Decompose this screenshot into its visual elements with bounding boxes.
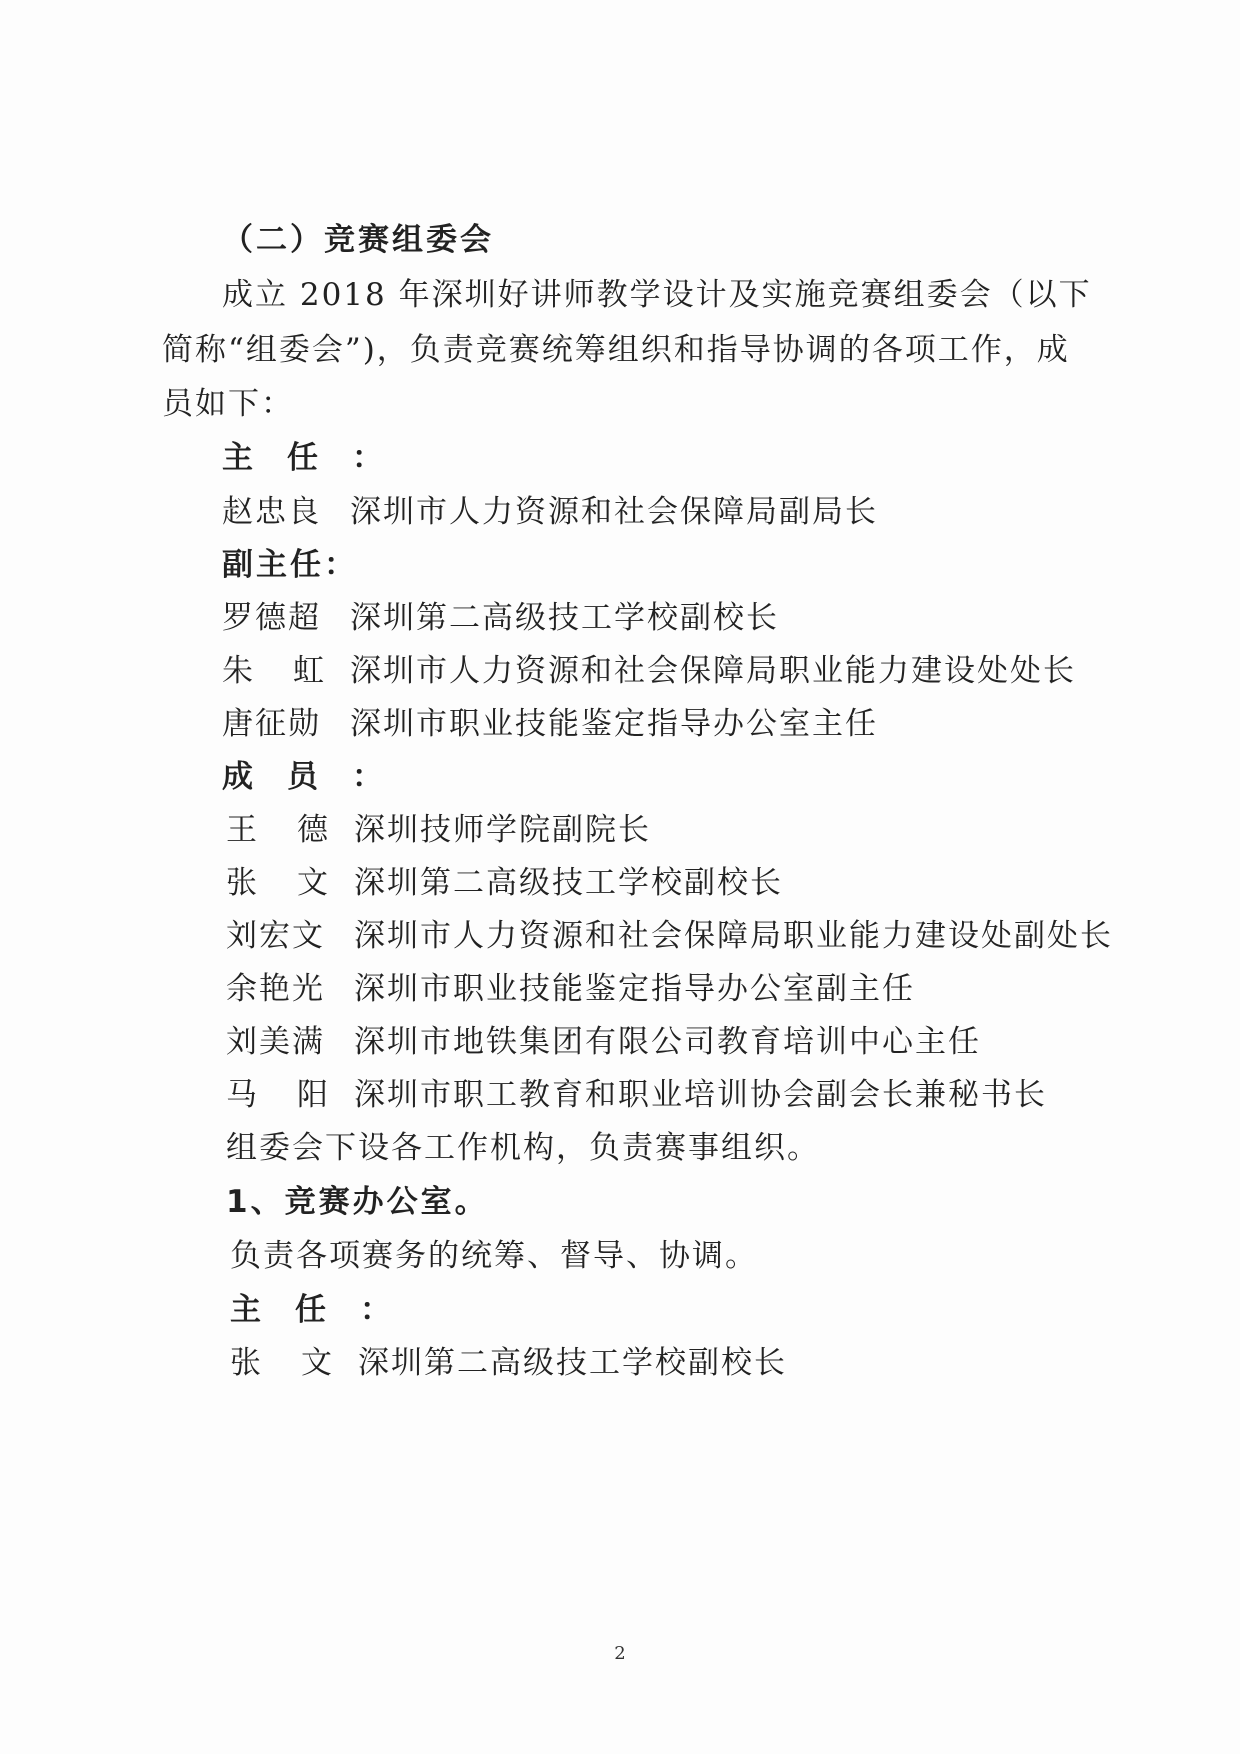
member-position: 深圳市人力资源和社会保障局职业能力建设处处长 — [350, 653, 1076, 689]
member-position: 深圳市职业技能鉴定指导办公室副主任 — [354, 971, 915, 1007]
member-position: 深圳第二高级技工学校副校长 — [350, 600, 779, 636]
director-title: 主任： — [222, 440, 417, 476]
member-position: 深圳市地铁集团有限公司教育培训中心主任 — [354, 1024, 981, 1060]
page-number: 2 — [614, 1643, 626, 1664]
members-title: 成员： — [222, 759, 417, 795]
member-row — [226, 916, 1113, 956]
member-row — [226, 810, 651, 850]
member-position: 深圳第二高级技工学校副校长 — [358, 1345, 787, 1381]
member-position: 深圳市职业技能鉴定指导办公室主任 — [350, 706, 878, 742]
member-row — [222, 492, 878, 532]
member-position: 深圳市人力资源和社会保障局职业能力建设处副处长 — [354, 918, 1113, 954]
member-name: 朱虹 — [222, 653, 364, 689]
member-name: 刘美满 — [226, 1024, 325, 1060]
member-position: 深圳第二高级技工学校副校长 — [354, 865, 783, 901]
member-row — [222, 598, 779, 638]
member-row — [222, 704, 878, 744]
member-row — [226, 863, 783, 903]
deputy-director-title: 副主任： — [222, 547, 358, 583]
member-position: 深圳市人力资源和社会保障局副局长 — [350, 494, 878, 530]
office-heading: 1、竞赛办公室。 — [226, 1184, 489, 1220]
member-name: 马阳 — [226, 1077, 368, 1113]
member-name: 余艳光 — [226, 971, 325, 1007]
section-heading: （二）竞赛组委会 — [222, 222, 494, 258]
member-name: 张文 — [230, 1345, 372, 1381]
member-position: 深圳市职工教育和职业培训协会副会长兼秘书长 — [354, 1077, 1047, 1113]
member-name: 张文 — [226, 865, 368, 901]
office-duty: 负责各项赛务的统筹、督导、协调。 — [230, 1238, 758, 1274]
member-row — [226, 1022, 981, 1062]
work-units-text: 组委会下设各工作机构，负责赛事组织。 — [226, 1130, 820, 1166]
intro-line-3: 员如下： — [162, 386, 294, 422]
member-row — [222, 651, 1076, 691]
member-name: 赵忠良 — [222, 494, 321, 530]
member-name: 唐征勋 — [222, 706, 321, 742]
intro-line-1: 成立 2018 年深圳好讲师教学设计及实施竞赛组委会（以下 — [222, 277, 1092, 313]
member-name: 王德 — [226, 812, 368, 848]
member-position: 深圳技师学院副院长 — [354, 812, 651, 848]
member-row — [226, 1075, 1047, 1115]
member-row — [226, 969, 915, 1009]
intro-line-2: 简称“组委会”)，负责竞赛统筹组织和指导协调的各项工作，成 — [162, 332, 1070, 368]
office-director-title: 主任： — [230, 1292, 425, 1328]
member-row — [230, 1343, 787, 1383]
member-name: 刘宏文 — [226, 918, 325, 954]
member-name: 罗德超 — [222, 600, 321, 636]
